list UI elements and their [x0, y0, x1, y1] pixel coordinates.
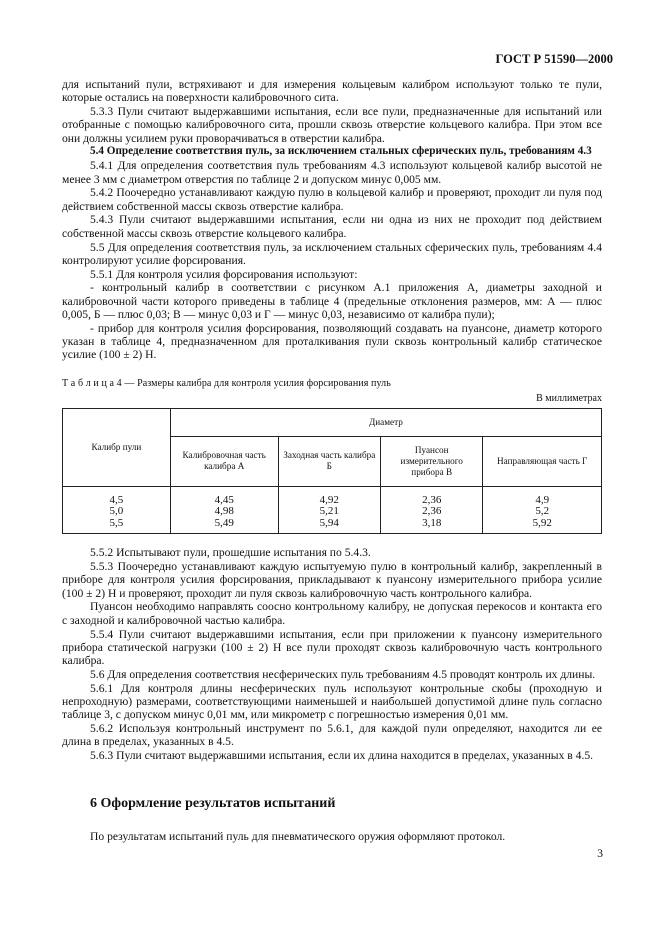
page-number: 3: [597, 848, 603, 860]
paragraph: 5.5.4 Пули считают выдержавшими испытания, если при приложении к пуансону измерительного прибора статической нагрузки (100 ± 2) Н все пули проходят сквозь калибровочную часть контрольного калибра.: [62, 627, 602, 668]
paragraph: 5.6.1 Для контроля длины несферических пуль используют контрольные скобы (проходную и непроходную) размерами, соответствующими наименьшей и наибольшей допустимой длине пуль согласно таблице 3, с допуском минус 0,01 мм, или микрометр с погрешностью измерения 0,01 мм.: [62, 681, 602, 722]
paragraph: 5.6.3 Пули считают выдержавшими испытания, если их длина находится в пределах, указанных в 4.5.: [90, 749, 594, 763]
table-header-sub: Направляющая часть Г: [483, 436, 602, 486]
paragraph: 5.4.3 Пули считают выдержавшими испытания, если ни одна из них не проходит под действием собственной массы сквозь отверстие кольцевого калибра.: [62, 213, 602, 240]
paragraph: 5.5.1 Для контроля усилия форсирования используют:: [90, 267, 358, 281]
document-id: ГОСТ Р 51590—2000: [495, 52, 613, 66]
section-title: 6 Оформление результатов испытаний: [90, 796, 336, 812]
table-caption: Т а б л и ц а 4 — Размеры калибра для контроля усилия форсирования пуль: [62, 377, 391, 389]
paragraph: По результатам испытаний пуль для пневматического оружия оформляют протокол.: [90, 830, 506, 844]
paragraph: Пуансон необходимо направлять соосно контрольному калибру, не допуская перекосов и контакта его с заходной и калибровочной частью калибра.: [62, 600, 602, 627]
table-cell: 2,36 2,36 3,18: [381, 486, 483, 534]
paragraph: 5.4.1 Для определения соответствия пуль требованиям 4.3 используют кольцевой калибр высотой не менее 3 мм с диаметром отверстия по таблице 2 и допуском минус 0,005 мм.: [62, 159, 602, 186]
table-cell: 4,92 5,21 5,94: [278, 486, 380, 534]
dimensions-table: [62, 408, 602, 535]
table-header-diameter: Диаметр: [170, 408, 601, 436]
document-body: [62, 78, 602, 844]
table-header-sub: Пуансон измерительного прибора В: [381, 436, 483, 486]
table-cell: 4,45 4,98 5,49: [170, 486, 278, 534]
table-units: В миллиметрах: [536, 392, 602, 404]
table-header-sub: Калибровочная часть калибра А: [170, 436, 278, 486]
paragraph: 5.3.3 Пули считают выдержавшими испытания, если все пули, предназначенные для испытаний или отобранные с помощью калибровочного сита, прошли сквозь отверстие кольцевого калибра. При этом все они должны усилием руки проворачиваться в отверстии калибра.: [62, 105, 602, 145]
paragraph: 5.5.3 Поочередно устанавливают каждую испытуемую пулю в контрольный калибр, закрепленный в приборе для контроля усилия форсирования, прикладывают к пуансону измерительного прибора усилие (100 ± 2) Н и проверяют, проходит ли пуля сквозь калибровочную часть контрольного калибра.: [62, 560, 602, 600]
table-cell: 4,9 5,2 5,92: [483, 486, 602, 534]
paragraph: 5.6.2 Используя контрольный инструмент по 5.6.1, для каждой пули определяют, находится ли ее длина в пределах, указанных в 4.5.: [62, 722, 602, 749]
section-heading: 5.4 Определение соответствия пуль, за исключением стальных сферических пуль, требованиям 4.3: [90, 145, 592, 158]
paragraph: для испытаний пули, встряхивают и для измерения кольцевым калибром используют только те пули, которые остались на поверхности калибровочного сита.: [62, 78, 602, 105]
table-header-sub: Заходная часть калибра Б: [278, 436, 380, 486]
paragraph: 5.6 Для определения соответствия несферических пуль требованиям 4.5 проводят контроль их длины.: [90, 667, 596, 681]
table-header-caliber: Калибр пули: [63, 408, 171, 486]
paragraph: 5.4.2 Поочередно устанавливают каждую пулю в кольцевой калибр и проверяют, проходит ли пуля под действием собственной массы сквозь отверстие калибра.: [62, 186, 602, 213]
list-item: - контрольный калибр в соответствии с рисунком А.1 приложения А, диаметры заходной и калибровочной части которого приведены в таблице 4 (предельные отклонения размеров, мм: А — плюс 0,005, Б — плюс 0,03; В — минус 0,03 и Г — минус 0,03, независимо от калибра пули);: [62, 281, 602, 322]
paragraph: 5.5.2 Испытывают пули, прошедшие испытания по 5.4.3.: [90, 546, 371, 560]
table-cell: 4,5 5,0 5,5: [63, 486, 171, 534]
paragraph: 5.5 Для определения соответствия пуль, за исключением стальных сферических пуль, требованиям 4.4 контролируют усилие форсирования.: [62, 240, 602, 267]
list-item: - прибор для контроля усилия форсирования, позволяющий создавать на пуансоне, диаметр которого указан в таблице 4, предназначенном для проталкивания пули сквозь контрольный калибр статическое усилие (100 ± 2) Н.: [62, 321, 602, 362]
